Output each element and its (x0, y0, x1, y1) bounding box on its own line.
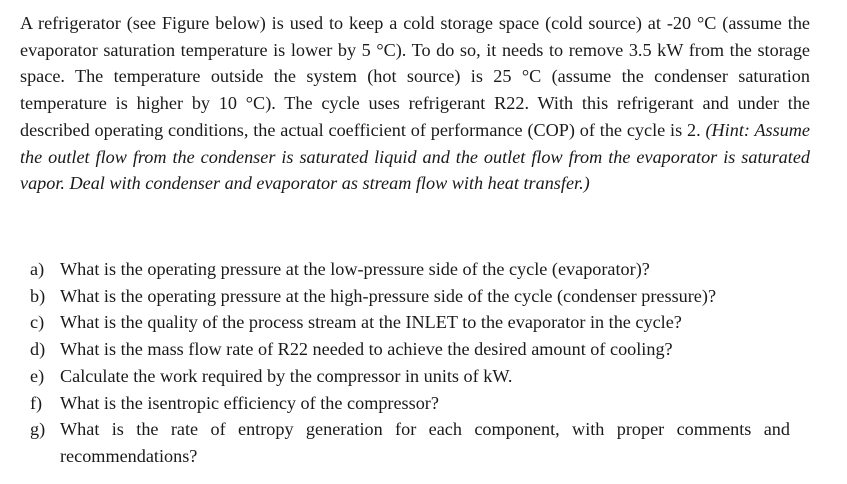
question-text: What is the operating pressure at the low-pressure side of the cycle (evaporator)? (60, 259, 650, 279)
question-marker: d) (30, 339, 46, 360)
question-text: What is the operating pressure at the high-pressure side of the cycle (condenser pressure)? (60, 285, 717, 306)
question-text: What is the rate of entropy generation for each component, with proper comments and recommendations? (60, 419, 790, 466)
question-item (30, 283, 790, 310)
question-item (30, 390, 790, 417)
question-marker: e) (30, 365, 45, 386)
problem-hint: (Hint: Assume the outlet flow from the condenser is saturated liquid and the outlet flow from the evaporator is saturated vapor. Deal with condenser and evaporator as stream flow with heat transfer.) (20, 119, 811, 194)
question-marker: g) (30, 419, 46, 440)
question-marker: c) (30, 312, 45, 333)
question-item (30, 256, 790, 283)
problem-document (20, 10, 810, 197)
question-marker: b) (30, 285, 46, 306)
question-text: What is the isentropic efficiency of the compressor? (60, 392, 439, 413)
question-text: What is the mass flow rate of R22 needed to achieve the desired amount of cooling? (60, 339, 673, 360)
question-text: What is the quality of the process stream at the INLET to the evaporator in the cycle? (60, 312, 682, 333)
problem-statement-text: A refrigerator (see Figure below) is used to keep a cold storage space (cold source) at -20 °C (assume the evaporator saturation temperature is lower by 5 °C). To do so, it needs to remove 3.5 kW from the storage space. The temperature outside the system (hot source) is 25 °C (assume the condenser saturation temperature is higher by 10 °C). The cycle uses refrigerant R22. With this refrigerant and under the described operating conditions, the actual coefficient of performance (COP) of the cycle is 2. (20, 13, 810, 140)
question-marker: f) (30, 392, 43, 413)
question-text: Calculate the work required by the compressor in units of kW. (60, 365, 513, 386)
question-item (30, 309, 790, 336)
question-item (30, 416, 790, 469)
question-list (30, 256, 790, 470)
question-marker: a) (30, 259, 45, 279)
question-item (30, 336, 790, 363)
problem-statement (20, 10, 810, 197)
question-item (30, 363, 790, 390)
